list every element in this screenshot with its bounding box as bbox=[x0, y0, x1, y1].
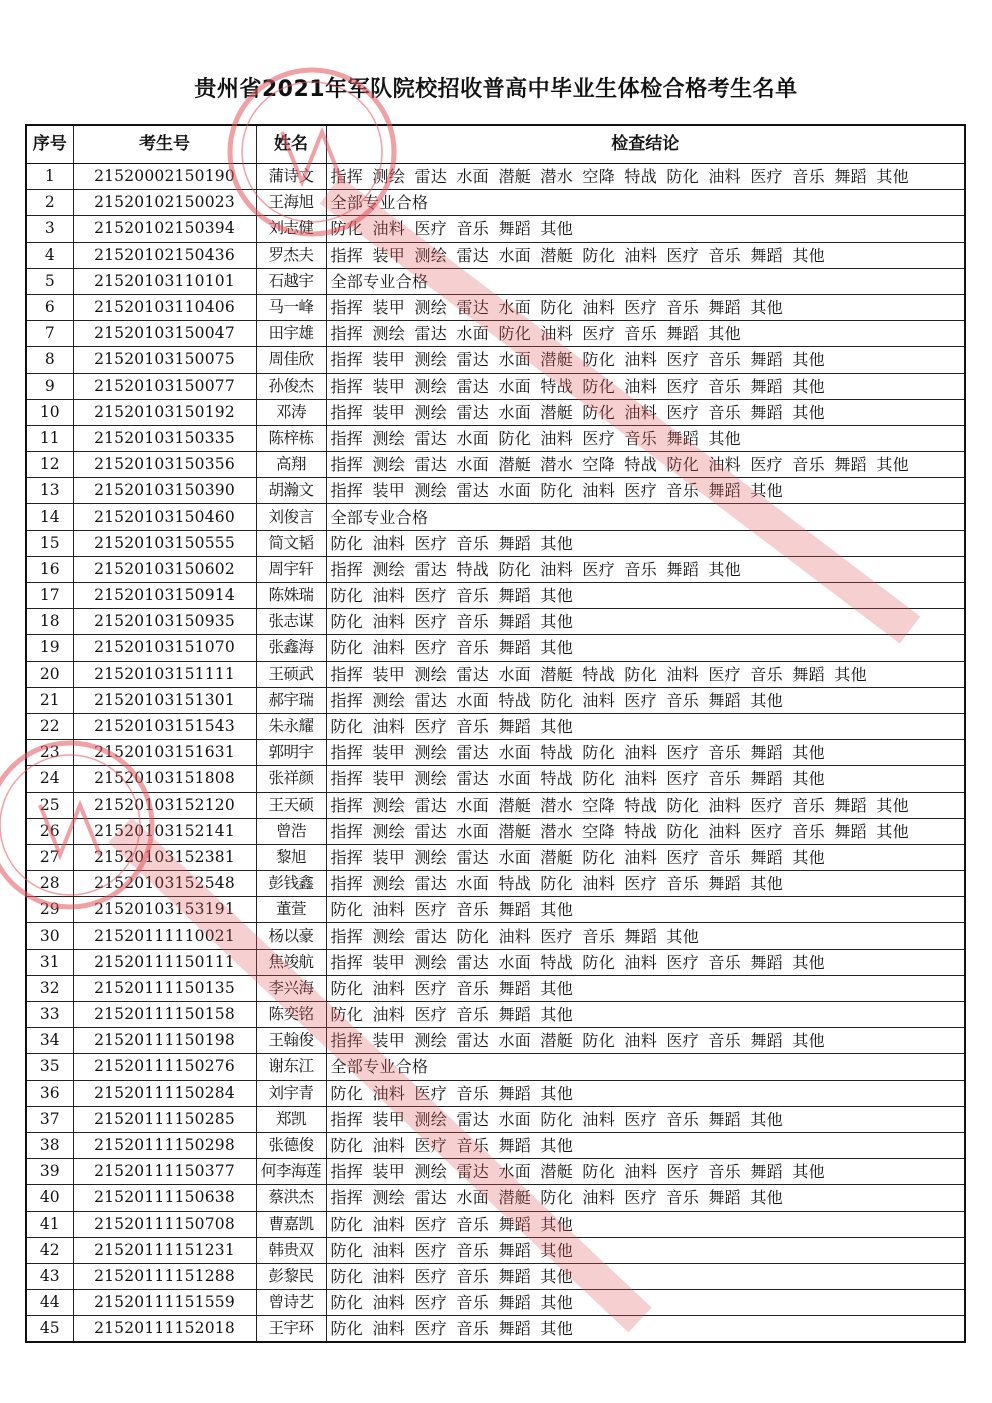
row-seq: 22 bbox=[26, 713, 73, 739]
row-exam-no: 21520103151070 bbox=[73, 635, 256, 661]
row-exam-no: 21520102150023 bbox=[73, 190, 256, 216]
row-exam-no: 21520103150356 bbox=[73, 452, 256, 478]
row-exam-no: 21520103150555 bbox=[73, 530, 256, 556]
row-name: 刘宇青 bbox=[256, 1080, 326, 1106]
table-row bbox=[26, 1002, 965, 1028]
header-row bbox=[26, 125, 965, 164]
table-row bbox=[26, 1106, 965, 1132]
row-exam-no: 21520111150638 bbox=[73, 1185, 256, 1211]
row-exam-no: 21520002150190 bbox=[73, 164, 256, 190]
row-result: 指挥 测绘 雷达 水面 特战 防化 油料 医疗 音乐 舞蹈 其他 bbox=[326, 687, 965, 713]
row-result: 防化 油料 医疗 音乐 舞蹈 其他 bbox=[326, 609, 965, 635]
table-row bbox=[26, 713, 965, 739]
row-name: 曹嘉凯 bbox=[256, 1211, 326, 1237]
row-result: 指挥 测绘 雷达 特战 防化 油料 医疗 音乐 舞蹈 其他 bbox=[326, 556, 965, 582]
table-row bbox=[26, 1211, 965, 1237]
table-row bbox=[26, 478, 965, 504]
row-exam-no: 21520103153191 bbox=[73, 897, 256, 923]
table-row bbox=[26, 242, 965, 268]
row-name: 陈奕铭 bbox=[256, 1002, 326, 1028]
row-result: 防化 油料 医疗 音乐 舞蹈 其他 bbox=[326, 1290, 965, 1316]
table-row bbox=[26, 635, 965, 661]
row-result: 防化 油料 医疗 音乐 舞蹈 其他 bbox=[326, 216, 965, 242]
row-result: 指挥 装甲 测绘 雷达 水面 潜艇 防化 油料 医疗 音乐 舞蹈 其他 bbox=[326, 399, 965, 425]
row-name: 张德俊 bbox=[256, 1132, 326, 1158]
table-row bbox=[26, 452, 965, 478]
row-result: 全部专业合格 bbox=[326, 190, 965, 216]
row-name: 郝宇瑞 bbox=[256, 687, 326, 713]
row-seq: 44 bbox=[26, 1290, 73, 1316]
table-row bbox=[26, 740, 965, 766]
row-name: 王翰俊 bbox=[256, 1028, 326, 1054]
table-row bbox=[26, 1237, 965, 1263]
row-seq: 41 bbox=[26, 1211, 73, 1237]
page-title: 贵州省2021年军队院校招收普高中毕业生体检合格考生名单 bbox=[194, 77, 798, 102]
table-row bbox=[26, 1263, 965, 1289]
row-seq: 28 bbox=[26, 871, 73, 897]
row-result: 指挥 装甲 测绘 雷达 水面 特战 防化 油料 医疗 音乐 舞蹈 其他 bbox=[326, 740, 965, 766]
table-row bbox=[26, 583, 965, 609]
row-result: 防化 油料 医疗 音乐 舞蹈 其他 bbox=[326, 1132, 965, 1158]
row-exam-no: 21520103152120 bbox=[73, 792, 256, 818]
row-seq: 34 bbox=[26, 1028, 73, 1054]
row-exam-no: 21520103150602 bbox=[73, 556, 256, 582]
row-seq: 45 bbox=[26, 1316, 73, 1343]
row-exam-no: 21520111150708 bbox=[73, 1211, 256, 1237]
row-seq: 21 bbox=[26, 687, 73, 713]
row-name: 胡瀚文 bbox=[256, 478, 326, 504]
row-result: 防化 油料 医疗 音乐 舞蹈 其他 bbox=[326, 583, 965, 609]
row-exam-no: 21520103152548 bbox=[73, 871, 256, 897]
table-row bbox=[26, 897, 965, 923]
row-name: 朱永耀 bbox=[256, 713, 326, 739]
row-result: 指挥 装甲 测绘 雷达 水面 特战 防化 油料 医疗 音乐 舞蹈 其他 bbox=[326, 949, 965, 975]
row-exam-no: 21520103150914 bbox=[73, 583, 256, 609]
row-name: 陈姝瑞 bbox=[256, 583, 326, 609]
row-seq: 2 bbox=[26, 190, 73, 216]
row-seq: 24 bbox=[26, 766, 73, 792]
row-seq: 39 bbox=[26, 1159, 73, 1185]
table-row bbox=[26, 818, 965, 844]
results-table bbox=[25, 124, 966, 1343]
row-seq: 5 bbox=[26, 268, 73, 294]
row-name: 彭钱鑫 bbox=[256, 871, 326, 897]
row-seq: 9 bbox=[26, 373, 73, 399]
row-name: 王海旭 bbox=[256, 190, 326, 216]
row-result: 指挥 装甲 测绘 雷达 水面 潜艇 防化 油料 医疗 音乐 舞蹈 其他 bbox=[326, 1028, 965, 1054]
table-row bbox=[26, 216, 965, 242]
row-exam-no: 21520103151111 bbox=[73, 661, 256, 687]
row-name: 石越宇 bbox=[256, 268, 326, 294]
row-result: 防化 油料 医疗 音乐 舞蹈 其他 bbox=[326, 635, 965, 661]
row-exam-no: 21520111150276 bbox=[73, 1054, 256, 1080]
row-exam-no: 21520103150460 bbox=[73, 504, 256, 530]
row-exam-no: 21520103110406 bbox=[73, 294, 256, 320]
row-exam-no: 21520103151631 bbox=[73, 740, 256, 766]
row-result: 全部专业合格 bbox=[326, 504, 965, 530]
row-seq: 40 bbox=[26, 1185, 73, 1211]
row-result: 指挥 测绘 雷达 水面 防化 油料 医疗 音乐 舞蹈 其他 bbox=[326, 321, 965, 347]
row-name: 周宇轩 bbox=[256, 556, 326, 582]
table-row bbox=[26, 975, 965, 1001]
row-seq: 31 bbox=[26, 949, 73, 975]
row-seq: 23 bbox=[26, 740, 73, 766]
row-exam-no: 21520111150198 bbox=[73, 1028, 256, 1054]
row-exam-no: 21520103150075 bbox=[73, 347, 256, 373]
row-exam-no: 21520111151231 bbox=[73, 1237, 256, 1263]
table-row bbox=[26, 661, 965, 687]
row-exam-no: 21520103151808 bbox=[73, 766, 256, 792]
row-seq: 16 bbox=[26, 556, 73, 582]
row-result: 指挥 装甲 测绘 雷达 水面 潜艇 防化 油料 医疗 音乐 舞蹈 其他 bbox=[326, 242, 965, 268]
table-row bbox=[26, 871, 965, 897]
row-name: 简文韬 bbox=[256, 530, 326, 556]
table-row bbox=[26, 556, 965, 582]
row-name: 王天硕 bbox=[256, 792, 326, 818]
row-name: 韩贵双 bbox=[256, 1237, 326, 1263]
row-name: 王硕武 bbox=[256, 661, 326, 687]
row-seq: 38 bbox=[26, 1132, 73, 1158]
row-result: 指挥 测绘 雷达 水面 潜艇 防化 油料 医疗 音乐 舞蹈 其他 bbox=[326, 1185, 965, 1211]
row-exam-no: 21520102150394 bbox=[73, 216, 256, 242]
row-exam-no: 21520102150436 bbox=[73, 242, 256, 268]
row-seq: 42 bbox=[26, 1237, 73, 1263]
header-result: 检查结论 bbox=[326, 125, 965, 164]
table-row bbox=[26, 347, 965, 373]
row-exam-no: 21520111152018 bbox=[73, 1316, 256, 1343]
row-result: 防化 油料 医疗 音乐 舞蹈 其他 bbox=[326, 897, 965, 923]
row-exam-no: 21520103150935 bbox=[73, 609, 256, 635]
row-exam-no: 21520103152141 bbox=[73, 818, 256, 844]
row-seq: 13 bbox=[26, 478, 73, 504]
row-seq: 36 bbox=[26, 1080, 73, 1106]
row-seq: 1 bbox=[26, 164, 73, 190]
table-row bbox=[26, 1028, 965, 1054]
row-result: 指挥 装甲 测绘 雷达 水面 潜艇 防化 油料 医疗 音乐 舞蹈 其他 bbox=[326, 844, 965, 870]
row-result: 指挥 装甲 测绘 雷达 水面 潜艇 防化 油料 医疗 音乐 舞蹈 其他 bbox=[326, 1159, 965, 1185]
table-row bbox=[26, 1054, 965, 1080]
row-result: 指挥 测绘 雷达 水面 潜艇 潜水 空降 特战 防化 油料 医疗 音乐 舞蹈 其他 bbox=[326, 818, 965, 844]
row-name: 田宇雄 bbox=[256, 321, 326, 347]
table-row bbox=[26, 844, 965, 870]
row-seq: 20 bbox=[26, 661, 73, 687]
row-exam-no: 21520103150335 bbox=[73, 425, 256, 451]
table-row bbox=[26, 1290, 965, 1316]
row-name: 彭黎民 bbox=[256, 1263, 326, 1289]
table-row bbox=[26, 1316, 965, 1343]
row-name: 杨以豪 bbox=[256, 923, 326, 949]
row-exam-no: 21520103152381 bbox=[73, 844, 256, 870]
row-result: 全部专业合格 bbox=[326, 1054, 965, 1080]
row-name: 郑凯 bbox=[256, 1106, 326, 1132]
row-result: 防化 油料 医疗 音乐 舞蹈 其他 bbox=[326, 530, 965, 556]
row-exam-no: 21520103150390 bbox=[73, 478, 256, 504]
header-name: 姓名 bbox=[256, 125, 326, 164]
row-seq: 25 bbox=[26, 792, 73, 818]
row-seq: 15 bbox=[26, 530, 73, 556]
row-exam-no: 21520111150285 bbox=[73, 1106, 256, 1132]
table-row bbox=[26, 294, 965, 320]
row-seq: 33 bbox=[26, 1002, 73, 1028]
table-row bbox=[26, 1080, 965, 1106]
row-result: 防化 油料 医疗 音乐 舞蹈 其他 bbox=[326, 1002, 965, 1028]
row-name: 郭明宇 bbox=[256, 740, 326, 766]
row-name: 李兴海 bbox=[256, 975, 326, 1001]
table-row bbox=[26, 399, 965, 425]
row-name: 蔡洪杰 bbox=[256, 1185, 326, 1211]
row-name: 刘志健 bbox=[256, 216, 326, 242]
row-exam-no: 21520111150377 bbox=[73, 1159, 256, 1185]
table-row bbox=[26, 687, 965, 713]
row-seq: 26 bbox=[26, 818, 73, 844]
row-exam-no: 21520111151559 bbox=[73, 1290, 256, 1316]
row-name: 王宇环 bbox=[256, 1316, 326, 1343]
table-row bbox=[26, 1132, 965, 1158]
row-exam-no: 21520111150111 bbox=[73, 949, 256, 975]
row-seq: 30 bbox=[26, 923, 73, 949]
header-seq: 序号 bbox=[26, 125, 73, 164]
row-name: 张志谋 bbox=[256, 609, 326, 635]
table-row bbox=[26, 530, 965, 556]
table-row bbox=[26, 504, 965, 530]
row-result: 指挥 装甲 测绘 雷达 水面 防化 油料 医疗 音乐 舞蹈 其他 bbox=[326, 478, 965, 504]
row-result: 指挥 测绘 雷达 水面 潜艇 潜水 空降 特战 防化 油料 医疗 音乐 舞蹈 其他 bbox=[326, 792, 965, 818]
row-seq: 10 bbox=[26, 399, 73, 425]
row-exam-no: 21520103150077 bbox=[73, 373, 256, 399]
row-exam-no: 21520103150047 bbox=[73, 321, 256, 347]
row-name: 孙俊杰 bbox=[256, 373, 326, 399]
row-seq: 3 bbox=[26, 216, 73, 242]
row-seq: 6 bbox=[26, 294, 73, 320]
row-result: 防化 油料 医疗 音乐 舞蹈 其他 bbox=[326, 975, 965, 1001]
row-result: 指挥 测绘 雷达 水面 防化 油料 医疗 音乐 舞蹈 其他 bbox=[326, 425, 965, 451]
row-name: 刘俊言 bbox=[256, 504, 326, 530]
row-result: 防化 油料 医疗 音乐 舞蹈 其他 bbox=[326, 1263, 965, 1289]
row-result: 全部专业合格 bbox=[326, 268, 965, 294]
row-name: 邓涛 bbox=[256, 399, 326, 425]
row-seq: 12 bbox=[26, 452, 73, 478]
table-row bbox=[26, 766, 965, 792]
table-row bbox=[26, 1185, 965, 1211]
row-result: 指挥 测绘 雷达 水面 潜艇 潜水 空降 特战 防化 油料 医疗 音乐 舞蹈 其他 bbox=[326, 452, 965, 478]
row-exam-no: 21520103151543 bbox=[73, 713, 256, 739]
row-name: 张祥颜 bbox=[256, 766, 326, 792]
row-seq: 11 bbox=[26, 425, 73, 451]
row-name: 周佳欣 bbox=[256, 347, 326, 373]
row-exam-no: 21520111110021 bbox=[73, 923, 256, 949]
row-name: 蒲诗文 bbox=[256, 164, 326, 190]
row-name: 董萱 bbox=[256, 897, 326, 923]
row-exam-no: 21520111151288 bbox=[73, 1263, 256, 1289]
table-row bbox=[26, 190, 965, 216]
row-seq: 37 bbox=[26, 1106, 73, 1132]
row-seq: 43 bbox=[26, 1263, 73, 1289]
row-result: 指挥 测绘 雷达 防化 油料 医疗 音乐 舞蹈 其他 bbox=[326, 923, 965, 949]
row-result: 防化 油料 医疗 音乐 舞蹈 其他 bbox=[326, 713, 965, 739]
row-result: 防化 油料 医疗 音乐 舞蹈 其他 bbox=[326, 1211, 965, 1237]
row-seq: 7 bbox=[26, 321, 73, 347]
row-name: 张鑫海 bbox=[256, 635, 326, 661]
row-result: 防化 油料 医疗 音乐 舞蹈 其他 bbox=[326, 1237, 965, 1263]
header-exam-no: 考生号 bbox=[73, 125, 256, 164]
row-result: 指挥 装甲 测绘 雷达 水面 特战 防化 油料 医疗 音乐 舞蹈 其他 bbox=[326, 373, 965, 399]
row-result: 指挥 装甲 测绘 雷达 水面 防化 油料 医疗 音乐 舞蹈 其他 bbox=[326, 1106, 965, 1132]
row-exam-no: 21520103151301 bbox=[73, 687, 256, 713]
row-name: 曾浩 bbox=[256, 818, 326, 844]
table-row bbox=[26, 373, 965, 399]
row-name: 曾诗艺 bbox=[256, 1290, 326, 1316]
row-exam-no: 21520111150135 bbox=[73, 975, 256, 1001]
row-seq: 19 bbox=[26, 635, 73, 661]
row-result: 指挥 装甲 测绘 雷达 水面 潜艇 特战 防化 油料 医疗 音乐 舞蹈 其他 bbox=[326, 661, 965, 687]
row-seq: 8 bbox=[26, 347, 73, 373]
row-result: 指挥 装甲 测绘 雷达 水面 防化 油料 医疗 音乐 舞蹈 其他 bbox=[326, 294, 965, 320]
row-result: 指挥 测绘 雷达 水面 潜艇 潜水 空降 特战 防化 油料 医疗 音乐 舞蹈 其他 bbox=[326, 164, 965, 190]
row-exam-no: 21520111150284 bbox=[73, 1080, 256, 1106]
table-row bbox=[26, 1159, 965, 1185]
table-row bbox=[26, 792, 965, 818]
table-body bbox=[26, 164, 965, 1343]
row-exam-no: 21520111150158 bbox=[73, 1002, 256, 1028]
row-name: 黎旭 bbox=[256, 844, 326, 870]
table-row bbox=[26, 321, 965, 347]
table-row bbox=[26, 949, 965, 975]
table-row bbox=[26, 425, 965, 451]
row-seq: 18 bbox=[26, 609, 73, 635]
row-exam-no: 21520103150192 bbox=[73, 399, 256, 425]
row-name: 高翔 bbox=[256, 452, 326, 478]
row-result: 防化 油料 医疗 音乐 舞蹈 其他 bbox=[326, 1080, 965, 1106]
row-exam-no: 21520103110101 bbox=[73, 268, 256, 294]
row-result: 指挥 装甲 测绘 雷达 水面 潜艇 防化 油料 医疗 音乐 舞蹈 其他 bbox=[326, 347, 965, 373]
row-result: 防化 油料 医疗 音乐 舞蹈 其他 bbox=[326, 1316, 965, 1343]
row-name: 马一峰 bbox=[256, 294, 326, 320]
row-seq: 35 bbox=[26, 1054, 73, 1080]
table-row bbox=[26, 609, 965, 635]
row-seq: 14 bbox=[26, 504, 73, 530]
table-row bbox=[26, 164, 965, 190]
row-seq: 17 bbox=[26, 583, 73, 609]
row-result: 指挥 测绘 雷达 水面 特战 防化 油料 医疗 音乐 舞蹈 其他 bbox=[326, 871, 965, 897]
row-exam-no: 21520111150298 bbox=[73, 1132, 256, 1158]
table-row bbox=[26, 268, 965, 294]
table-row bbox=[26, 923, 965, 949]
row-seq: 29 bbox=[26, 897, 73, 923]
row-name: 焦竣航 bbox=[256, 949, 326, 975]
row-result: 指挥 装甲 测绘 雷达 水面 特战 防化 油料 医疗 音乐 舞蹈 其他 bbox=[326, 766, 965, 792]
row-seq: 4 bbox=[26, 242, 73, 268]
row-seq: 27 bbox=[26, 844, 73, 870]
row-name: 谢东江 bbox=[256, 1054, 326, 1080]
row-name: 罗杰夫 bbox=[256, 242, 326, 268]
row-seq: 32 bbox=[26, 975, 73, 1001]
row-name: 何李海莲 bbox=[256, 1159, 326, 1185]
row-name: 陈梓栋 bbox=[256, 425, 326, 451]
table-header bbox=[26, 125, 965, 164]
